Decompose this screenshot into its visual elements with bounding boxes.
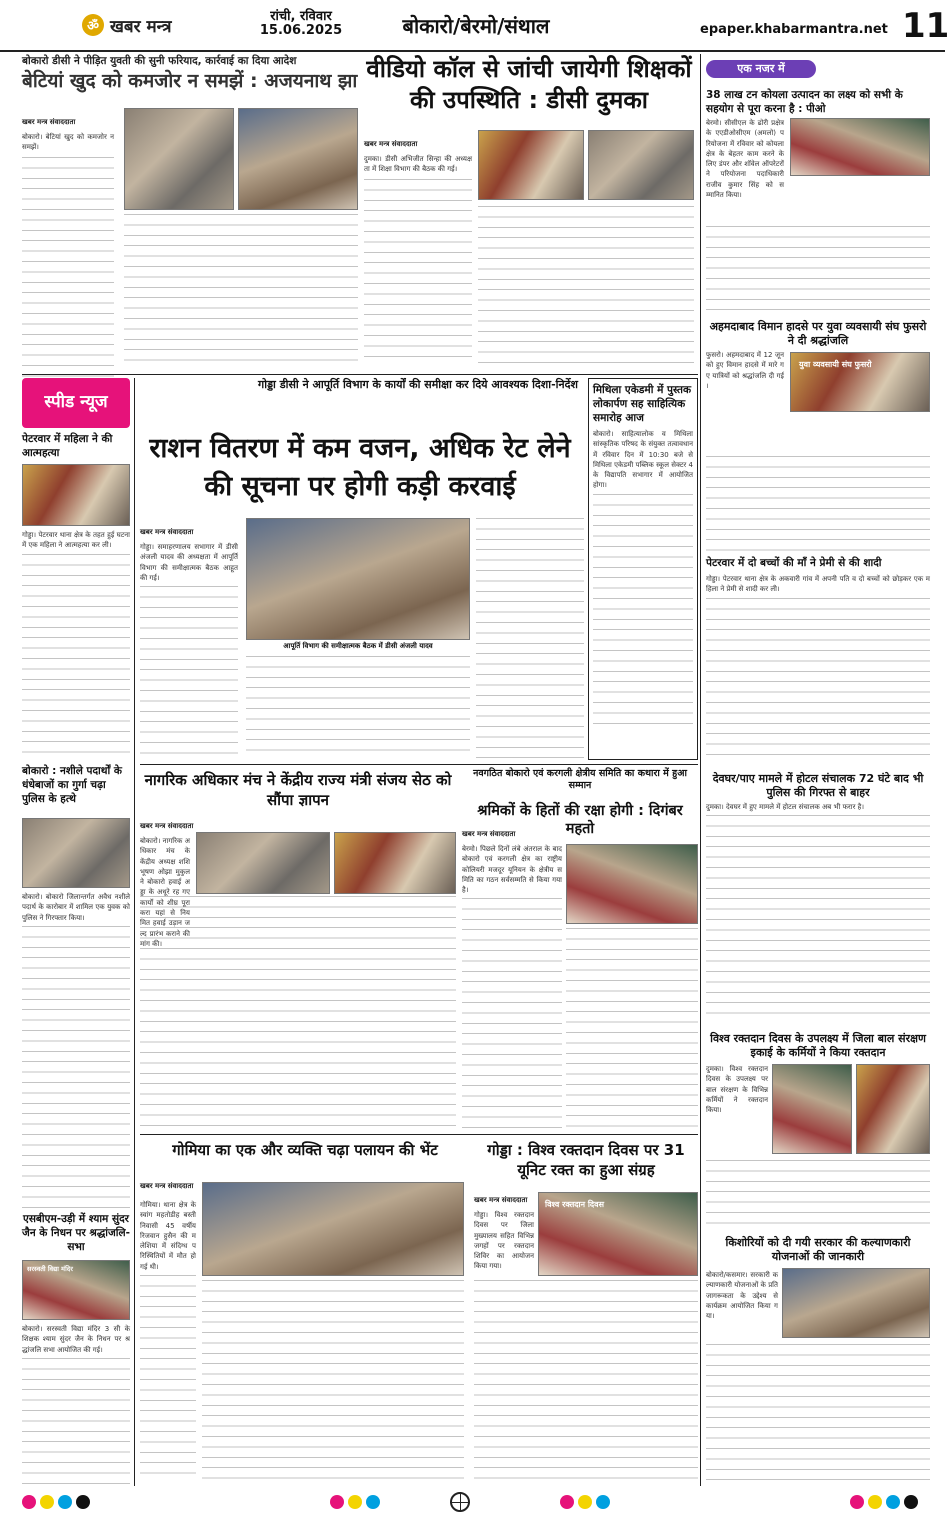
story-lead: गोड्डा। पेटरवार थाना क्षेत्र के तहत हुई घटना में एक महिला ने आत्महत्या कर ली। (22, 531, 130, 550)
body-text-lines (22, 1358, 130, 1488)
story-kicker: बोकारो डीसी ने पीड़ित युवती की सुनी फरियाद, कार्रवाई का दिया आदेश (22, 55, 297, 67)
story-lead: बोकारो। साहित्यालोक व मिथिला सांस्कृतिक परिषद के संयुक्त तत्वावधान में रविवार दिन में 10:30 बजे से मिथिला एकेडमी पब्लिक स्कूल सेक्टर 4 के विद्यापति सभागार में आयोजित होगा। (593, 430, 693, 490)
photo-blood-camp (538, 1192, 698, 1276)
story-kicker: नवगठित बोकारो एवं करगली क्षेत्रीय समिति का कथारा में हुआ सम्मान (473, 768, 687, 791)
story-body-continued (140, 896, 456, 1128)
story-lead: बोकारो। नागरिक अधिकार मंच के केंद्रीय अध्यक्ष शशि भूषण ओझा मुकुल ने बोकारो हवाई अड्डा के अधूरे रह गए कार्यों को शीघ्र पूरा करा यहां से नियमित हवाई उड़ान जल्द प्रारंभ कराने की मांग की। (140, 837, 190, 948)
story-body-continued (124, 214, 358, 370)
photo-villagers (202, 1182, 464, 1276)
banner-text: सरस्वती विद्या मंदिर (27, 1265, 73, 1273)
story-body-continued (202, 1280, 464, 1484)
body-text-lines (22, 554, 130, 754)
print-registration-marks (0, 1490, 945, 1517)
story-headline: विश्व रक्तदान दिवस के उपलक्ष्य में जिला बाल संरक्षण इकाई के कर्मियों ने किया रक्तदान (710, 1032, 926, 1059)
photo-memorandum (196, 832, 330, 894)
section-title: बोकारो/बेरमो/संथाल (402, 14, 550, 38)
story-headline: पेटरवार में दो बच्चों की माँ ने प्रेमी से की शादी (706, 557, 882, 569)
photo-shraddhanjali (790, 352, 930, 412)
story-body-continued (246, 656, 470, 760)
row-divider (140, 1134, 698, 1135)
story-byline: खबर मन्त्र संवाददाता (22, 118, 76, 126)
crosshair-icon (450, 1492, 470, 1512)
story-body (140, 542, 238, 760)
body-text-lines (140, 1275, 196, 1475)
story-body-continued (476, 518, 584, 760)
column-divider (700, 54, 701, 1486)
photo-dc-meeting (124, 108, 234, 210)
story-headline: नागरिक अधिकार मंच ने केंद्रीय राज्य मंत्री संजय सेठ को सौंपा ज्ञापन (144, 771, 452, 809)
photo-caption: आपूर्ति विभाग की समीक्षात्मक बैठक में डीसी अंजली यादव (283, 642, 433, 650)
dateline-date: 15.06.2025 (259, 23, 343, 38)
body-text-lines (462, 898, 562, 1128)
brand-name: खबर मन्त्र (110, 16, 172, 37)
registration-dot (886, 1495, 900, 1509)
section-label-ek-nazar (706, 60, 836, 82)
story-headline: 38 लाख टन कोयला उत्पादन का लक्ष्य को सभी के सहयोग से पूरा करना है : पीओ (706, 89, 903, 115)
story-byline: खबर मन्त्र संवाददाता (140, 822, 194, 830)
brand-mark-icon: ॐ (82, 14, 104, 36)
story-body (364, 154, 472, 370)
photo-complainant (238, 108, 358, 210)
registration-dot (904, 1495, 918, 1509)
story-body (462, 844, 562, 1128)
story-byline: खबर मन्त्र संवाददाता (462, 830, 516, 838)
registration-dot (40, 1495, 54, 1509)
photo-union-felicitation (566, 844, 698, 924)
story-body (706, 802, 930, 1028)
story-lead: बेरमो। सीसीएल के ढोरी प्रक्षेत्र के एएडीओसीएम (अमलो) परियोजना में रविवार को कोयला क्षेत्र के बेहतर काम करने के लिए डंपर और शॉवेल ऑपरेटरों ने परियोजना पदाधिकारी राजीव कुमार सिंह को सम्मानित किया। (706, 119, 784, 200)
row-divider (22, 374, 698, 375)
story-body (22, 530, 130, 756)
story-kicker: गोड्डा डीसी ने आपूर्ति विभाग के कार्यों की समीक्षा कर दिये आवश्यक दिशा-निर्देश (258, 378, 578, 391)
story-headline: गोड्डा : विश्व रक्तदान दिवस पर 31 यूनिट रक्त का हुआ संग्रह (487, 1141, 685, 1179)
story-headline: देवघर/पाए मामले में होटल संचालक 72 घंटे बाद भी पुलिस की गिरफ्त से बाहर (712, 772, 924, 799)
story-body-continued (474, 1280, 698, 1484)
story-body (706, 574, 930, 758)
body-text-lines (706, 598, 930, 758)
body-text-lines (22, 157, 114, 377)
story-body (140, 1200, 196, 1484)
story-lead: बेरमो। पिछले दिनों लंबे अंतराल के बाद बोकारो एवं करगली क्षेत्र का राष्ट्रीय कोलियरी मजदूर यूनियन के क्षेत्रीय समिति का गठन सर्वसम्मति से किया गया है। (462, 845, 562, 895)
photo-education-meeting (588, 130, 694, 200)
body-text-lines (22, 926, 130, 1216)
story-body-continued (478, 206, 694, 370)
page-number: 11 (902, 6, 949, 46)
photo-kishori-program (782, 1268, 930, 1338)
story-lead: गोमिया। थाना क्षेत्र के स्वांग महतोडीह बस्ती निवासी 45 वर्षीय रिजवान हुसैन की मलेशिया में संदिग्ध परिस्थितियों में मौत हो गई थी। (140, 1201, 196, 1271)
registration-dot (868, 1495, 882, 1509)
story-video-call-header (364, 54, 694, 128)
brand-logo (82, 12, 212, 38)
body-text-lines (140, 586, 238, 762)
story-body (22, 892, 130, 1208)
registration-dot (330, 1495, 344, 1509)
story-lead: बोकारो। बेटियां खुद को कमजोर न समझें। (22, 133, 114, 152)
story-lead: गोड्डा। विश्व रक्तदान दिवस पर जिला मुख्यालय सहित विभिन्न जगहों पर रक्तदान शिविर का आयोजन किया गया। (474, 1211, 534, 1271)
photo-minister (334, 832, 456, 894)
story-body-continued (706, 1344, 930, 1484)
story-body-continued (706, 226, 930, 316)
story-lead: बोकारो। सरस्वती विद्या मंदिर 3 सी के शिक्षक श्याम सुंदर जैन के निधन पर श्रद्धांजलि सभा आयोजित की गई। (22, 1325, 130, 1354)
story-byline: खबर मन्त्र संवाददाता (140, 1182, 194, 1190)
photo-video-call (478, 130, 584, 200)
photo-tribute-meeting (22, 1260, 130, 1320)
story-mithila-box (588, 378, 698, 760)
body-text-lines (364, 179, 472, 365)
banner-text: विश्व रक्तदान दिवस (545, 1200, 604, 1209)
story-body-continued (706, 1160, 930, 1230)
story-headline: किशोरियों को दी गयी सरकार की कल्याणकारी योजनाओं की जानकारी (725, 1236, 911, 1263)
story-lead: बोकारो/कसमार। सरकारी कल्याणकारी योजनाओं के प्रति जागरूकता के उद्देश्य से कार्यक्रम आयोजित किया गया। (706, 1271, 778, 1321)
story-lead: फुसरो। अहमदाबाद में 12 जून को हुए विमान हादसे में मारे गए यात्रियों को श्रद्धांजलि दी गई। (706, 351, 784, 390)
story-byline: खबर मन्त्र संवाददाता (140, 528, 194, 536)
story-headline: मिथिला एकेडमी में पुस्तक लोकार्पण सह साहित्यिक समारोह आज (593, 384, 692, 424)
story-headline: एसबीएम-उड़ी में श्याम सुंदर जैन के निधन पर श्रद्धांजलि-सभा (22, 1213, 130, 1253)
story-headline: अहमदाबाद विमान हादसे पर युवा व्यवसायी संघ फुसरो ने दी श्रद्धांजलि (709, 320, 927, 347)
body-text-lines (593, 494, 693, 724)
story-headline: राशन वितरण में कम वजन, अधिक रेट लेने की सूचना पर होगी कड़ी करवाई (149, 433, 571, 502)
photo-supply-review (246, 518, 470, 640)
story-body (589, 425, 697, 745)
story-body (22, 132, 114, 372)
story-betiyan-header (22, 54, 360, 102)
registration-dot (850, 1495, 864, 1509)
ek-nazar-label: एक नजर में (706, 60, 816, 78)
story-lead: बोकारो। बोकारो जिलान्तर्गत अवैध नशीले पदार्थ के कारोबार में शामिल एक युवक को पुलिस ने गिरफ्तार किया। (22, 893, 130, 922)
epaper-url[interactable]: epaper.khabarmantra.net (700, 22, 888, 37)
photo-felicitation (790, 118, 930, 176)
registration-dot (348, 1495, 362, 1509)
column-divider (134, 378, 135, 1486)
photo-suicide-case (22, 464, 130, 526)
story-lead: दुमका। डीसी अभिजीत सिन्हा की अध्यक्षता में शिक्षा विभाग की बैठक की गई। (364, 155, 472, 174)
story-headline: पेटरवार में महिला ने की आत्महत्या (22, 433, 113, 459)
story-headline: वीडियो कॉल से जांची जायेगी शिक्षकों की उपस्थिति : डीसी दुमका (366, 55, 692, 114)
story-body (22, 1324, 130, 1486)
story-byline: खबर मन्त्र संवाददाता (474, 1196, 528, 1204)
registration-dot (560, 1495, 574, 1509)
story-lead: गोड्डा। पेटरवार थाना क्षेत्र के अकवारी गांव में अपनी पति व दो बच्चों को छोड़कर एक महिला ने प्रेमी से शादी कर ली। (706, 575, 930, 594)
story-headline: बोकारो : नशीले पदार्थों के धंधेबाजों का गुर्गा चढ़ा पुलिस के हत्थे (22, 765, 122, 805)
story-headline: गोमिया का एक और व्यक्ति चढ़ा पलायन की भेंट (172, 1141, 438, 1159)
registration-dot (22, 1495, 36, 1509)
dateline (256, 10, 346, 38)
story-body-continued (566, 928, 698, 1128)
page-header (0, 0, 949, 52)
photo-blood-donation-1 (772, 1064, 852, 1154)
registration-dot (76, 1495, 90, 1509)
dateline-city: रांची, रविवार (270, 9, 332, 24)
registration-dot (578, 1495, 592, 1509)
registration-dot (596, 1495, 610, 1509)
story-lead: दुमका। देवघर में हुए मामले में होटल संचालक अब भी फरार है। (706, 803, 865, 811)
body-text-lines (706, 815, 930, 1021)
registration-dot (366, 1495, 380, 1509)
speed-news-badge: स्पीड न्यूज (22, 378, 130, 428)
story-byline: खबर मन्त्र संवाददाता (364, 140, 418, 148)
photo-blood-donation-2 (856, 1064, 930, 1154)
registration-dot (58, 1495, 72, 1509)
story-lead: गोड्डा। समाहरणालय सभागार में डीसी अंजली यादव की अध्यक्षता में आपूर्ति विभाग की समीक्षात्मक बैठक आहूत की गई। (140, 543, 238, 582)
banner-text: युवा व्यवसायी संघ फुसरो (799, 360, 872, 369)
story-headline: श्रमिकों के हितों की रक्षा होगी : दिगंबर महतो (477, 803, 683, 837)
story-lead: दुमका। विश्व रक्तदान दिवस के उपलक्ष्य पर बाल संरक्षण के विभिन्न कर्मियों ने रक्तदान किया। (706, 1065, 768, 1115)
photo-accused (22, 818, 130, 888)
story-headline: बेटियां खुद को कमजोर न समझें : अजयनाथ झा (22, 70, 358, 92)
row-divider (140, 764, 698, 765)
story-body-continued (706, 456, 930, 556)
